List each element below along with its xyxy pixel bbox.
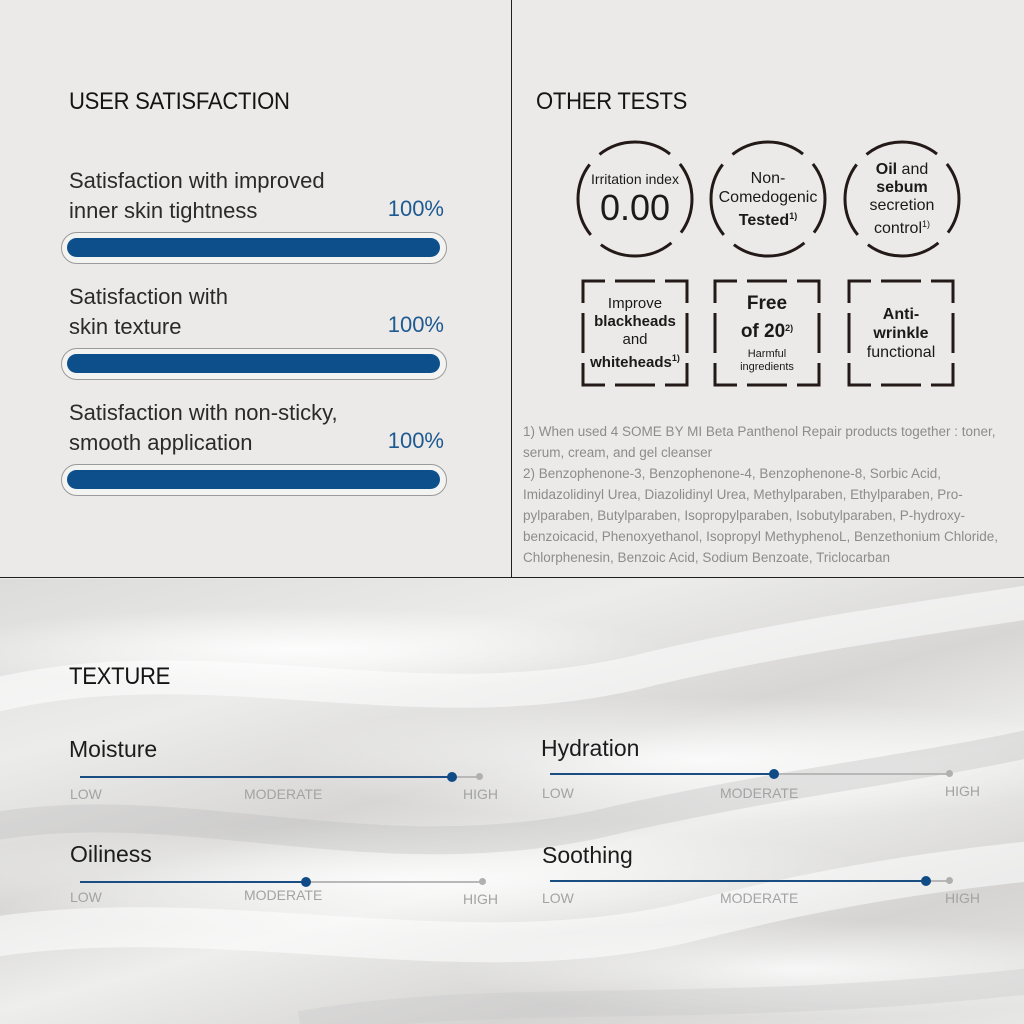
satisfaction-item-texture (61, 282, 447, 342)
satisfaction-label-line2: skin texture (69, 314, 182, 339)
satisfaction-percent: 100% (387, 312, 444, 337)
badge-text (581, 279, 689, 387)
badge-line3: and (622, 330, 648, 348)
satisfaction-bar-track (61, 348, 447, 380)
satisfaction-label-line1: Satisfaction with non-sticky, (69, 400, 338, 425)
satisfaction-item-application (61, 398, 447, 458)
scale-high-label: HIGH (463, 786, 498, 802)
badge-line3: functional (866, 343, 936, 361)
texture-title: TEXTURE (69, 663, 171, 690)
irritation-index-badge (576, 140, 694, 258)
badge-text (847, 279, 955, 387)
scale-high-label: HIGH (945, 890, 980, 906)
badge-text (709, 140, 827, 258)
badge-line1: Improve (607, 294, 663, 312)
texture-level-dot (921, 876, 931, 886)
footnotes (523, 421, 1013, 568)
scale-low-label: LOW (70, 786, 102, 802)
scale-moderate-label: MODERATE (244, 887, 323, 903)
satisfaction-bar-fill (67, 238, 440, 257)
badge-line2: wrinkle (873, 324, 929, 342)
non-comedogenic-badge (709, 140, 827, 258)
satisfaction-item-tightness (61, 166, 447, 226)
texture-level-dot (447, 772, 457, 782)
scale-moderate-label: MODERATE (720, 785, 799, 801)
badge-line1: Non- (750, 169, 786, 187)
satisfaction-label (61, 166, 361, 226)
satisfaction-bar-fill (67, 470, 440, 489)
badge-line1: Oil (875, 160, 898, 178)
texture-fill (550, 773, 774, 775)
scale-moderate-label: MODERATE (244, 786, 323, 802)
scale-moderate-label: MODERATE (720, 890, 799, 906)
badge-line1: Irritation index (591, 171, 679, 187)
footnote-ref: 1) (922, 218, 931, 229)
texture-high-endpoint (946, 770, 953, 777)
scale-low-label: LOW (70, 889, 102, 905)
free-of-20-badge (713, 279, 821, 387)
vertical-divider (511, 0, 512, 578)
footnote-ref: 1) (789, 210, 798, 221)
texture-high-endpoint (946, 877, 953, 884)
texture-high-endpoint (476, 773, 483, 780)
badge-line2: of 20 (740, 321, 786, 342)
scale-high-label: HIGH (463, 891, 498, 907)
texture-label: Oiliness (70, 841, 152, 867)
texture-label: Soothing (542, 842, 633, 868)
texture-high-endpoint (479, 878, 486, 885)
footnote-ref: 1) (671, 352, 680, 363)
texture-panel (0, 579, 1024, 1024)
satisfaction-bar-fill (67, 354, 440, 373)
texture-label: Moisture (69, 736, 158, 762)
anti-wrinkle-badge (847, 279, 955, 387)
texture-item-moisture (69, 736, 509, 816)
texture-level-dot (301, 877, 311, 887)
texture-fill (80, 881, 306, 883)
texture-fill (550, 880, 926, 882)
badge-line3: Harmful (747, 348, 787, 360)
badge-line4: control (873, 219, 922, 237)
badge-line4: whiteheads (590, 353, 672, 371)
footnote-ref: 2) (785, 323, 794, 333)
user-satisfaction-title: USER SATISFACTION (69, 88, 290, 115)
badge-text (713, 279, 821, 387)
badge-line3: secretion (869, 196, 935, 214)
scale-low-label: LOW (542, 890, 574, 906)
badge-line4: ingredients (740, 361, 794, 373)
badge-line1: Anti- (882, 305, 920, 323)
satisfaction-label-line1: Satisfaction with (69, 284, 228, 309)
satisfaction-percent: 100% (387, 428, 444, 453)
blackheads-badge (581, 279, 689, 387)
satisfaction-label-line2: inner skin tightness (69, 198, 258, 223)
badge-line1: Free (746, 293, 788, 314)
texture-item-hydration (541, 735, 981, 815)
scale-low-label: LOW (542, 785, 574, 801)
footnote-2: 2) Benzophenone-3, Benzophenone-4, Benzophenone-8, Sorbic Acid, Imidazolidinyl Urea, Diazolidinyl Urea, Methylparaben, Ethylparaben, Pro-pylparaben, Butylparaben, Isopropylparaben, Isobutylparaben, P-hydroxy-benzoicacid, Phenoxyethanol, Isopropyl MethyphenoL, Benzethonium Chloride, Chlorphenesin, Benzoic Acid, Sodium Benzoate, Triclocarban (523, 466, 999, 565)
badge-text (576, 140, 694, 258)
badge-line2: Comedogenic (718, 188, 818, 206)
badge-line2: sebum (876, 178, 928, 196)
satisfaction-bar-track (61, 464, 447, 496)
satisfaction-percent: 100% (387, 196, 444, 221)
satisfaction-bar-track (61, 232, 447, 264)
satisfaction-label-line2: smooth application (69, 430, 253, 455)
texture-level-dot (769, 769, 779, 779)
badge-line3: Tested (738, 211, 790, 229)
footnote-1: 1) When used 4 SOME BY MI Beta Panthenol Repair products together : toner, serum, cream, and gel cleanser (523, 424, 996, 460)
other-tests-title: OTHER TESTS (536, 88, 688, 115)
satisfaction-label-line1: Satisfaction with improved (69, 168, 325, 193)
badge-line2: blackheads (594, 312, 676, 330)
irritation-index-value: 0.00 (599, 187, 671, 228)
texture-item-soothing (542, 842, 982, 922)
scale-high-label: HIGH (945, 783, 980, 799)
texture-item-oiliness (70, 841, 510, 921)
texture-label: Hydration (541, 735, 640, 761)
texture-fill (80, 776, 452, 778)
satisfaction-label (61, 282, 361, 342)
badge-line1b: and (897, 160, 929, 178)
oil-sebum-control-badge (843, 140, 961, 258)
badge-text (843, 140, 961, 258)
satisfaction-label (61, 398, 391, 458)
